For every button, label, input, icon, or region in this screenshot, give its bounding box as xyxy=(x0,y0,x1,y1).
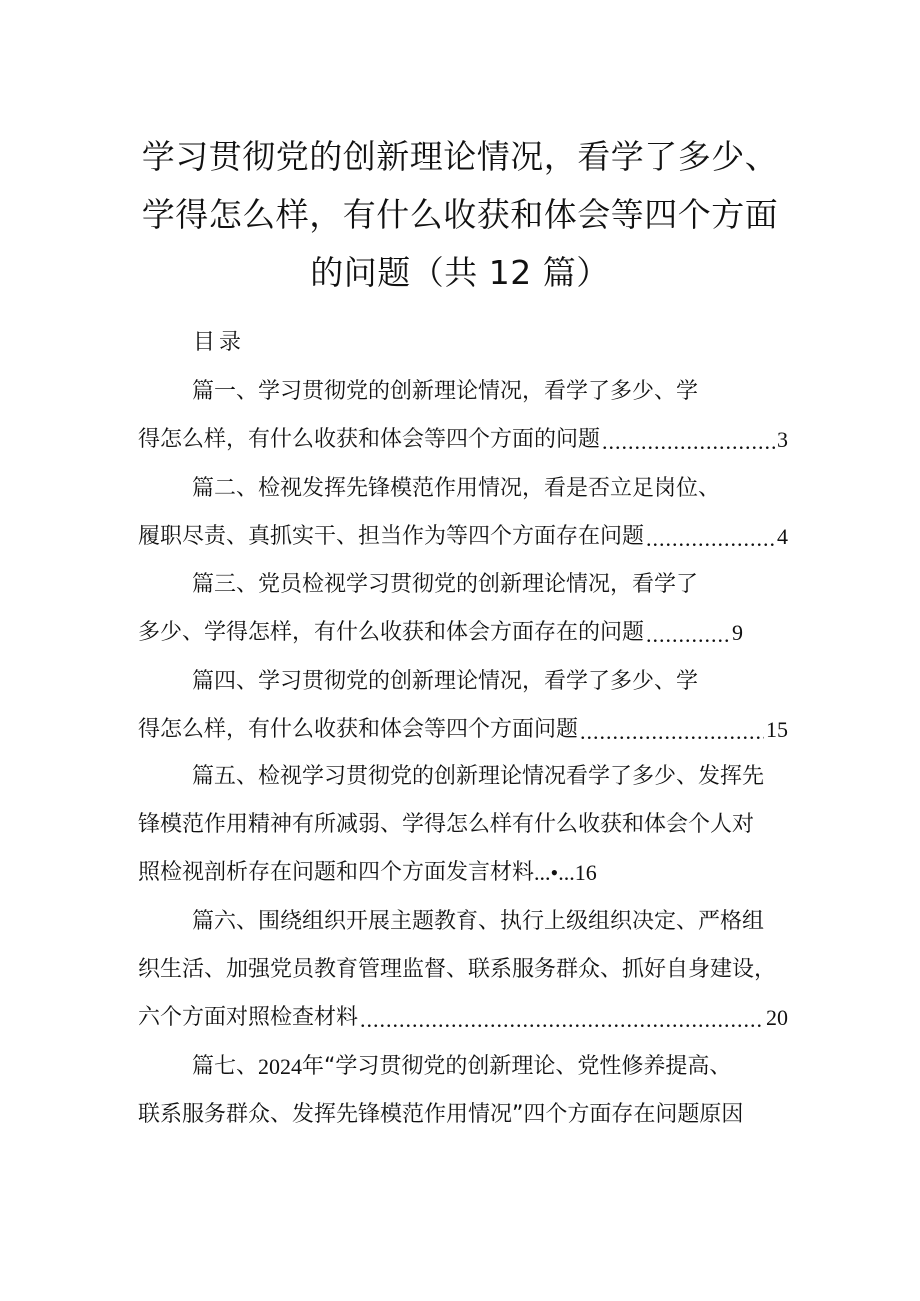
toc-page-number: 4 xyxy=(777,524,788,549)
toc-entry-7[interactable] xyxy=(138,1043,788,1139)
toc-entry-text: 篇三、党员检视学习贯彻党的创新理论情况，看学了 xyxy=(192,572,699,597)
toc-entry-text: 篇七、 xyxy=(192,1054,259,1079)
title-line-3: 的问题（共 12 篇） xyxy=(310,253,610,292)
title-line-1: 学习贯彻党的创新理论情况，看学了多少、 xyxy=(141,137,779,176)
document-title xyxy=(90,128,830,302)
toc-entry-text: 多少、学得怎样，有什么收获和体会方面存在的问题 xyxy=(138,620,645,645)
toc-entry-text: 篇六、围绕组织开展主题教育、执行上级组织决定、严格组 xyxy=(192,909,765,934)
toc-entry-text: 篇一、学习贯彻党的创新理论情况，看学了多少、学 xyxy=(192,379,699,404)
toc-entry-2[interactable] xyxy=(138,465,788,561)
toc-entry-1[interactable] xyxy=(138,368,788,464)
toc-page-number: ...•...16 xyxy=(534,860,597,885)
leader-dots xyxy=(580,708,764,756)
leader-dots xyxy=(360,996,764,1044)
toc-entry-year: 2024 xyxy=(258,1054,303,1079)
toc-entry-text: 篇四、学习贯彻党的创新理论情况，看学了多少、学 xyxy=(192,669,699,694)
leader-dots xyxy=(646,515,775,563)
toc-page-number: 15 xyxy=(766,717,788,742)
toc-heading: 目录 xyxy=(193,330,246,355)
toc-entry-text: 锋模范作用精神有所减弱、学得怎么样有什么收获和体会个人对 xyxy=(138,812,755,837)
toc-entry-3[interactable] xyxy=(138,561,788,657)
toc-entry-text: 得怎么样，有什么收获和体会等四个方面问题 xyxy=(138,717,579,742)
toc-entry-text: 照检视剖析存在问题和四个方面发言材料 xyxy=(138,860,535,885)
toc-entry-text: 得怎么样，有什么收获和体会等四个方面的问题 xyxy=(138,427,601,452)
toc-entry-text: 织生活、加强党员教育管理监督、联系服务群众、抓好自身建设， xyxy=(138,957,777,982)
toc-entry-4[interactable] xyxy=(138,658,788,754)
toc-entry-5[interactable] xyxy=(138,753,788,897)
toc-page-number: 20 xyxy=(766,1005,788,1030)
leader-dots xyxy=(602,418,775,466)
title-line-2: 学得怎么样，有什么收获和体会等四个方面 xyxy=(141,195,779,234)
toc-entry-text: 联系服务群众、发挥先锋模范作用情况”四个方面存在问题原因 xyxy=(138,1102,744,1127)
toc-entry-text: 六个方面对照检查材料 xyxy=(138,1005,359,1030)
toc-entry-text: 篇二、检视发挥先锋模范作用情况，看是否立足岗位、 xyxy=(192,476,721,501)
toc-entry-text: 篇五、检视学习贯彻党的创新理论情况看学了多少、发挥先 xyxy=(192,764,765,789)
toc-entry-text: 履职尽责、真抓实干、担当作为等四个方面存在问题 xyxy=(138,524,645,549)
toc-page-number: 9 xyxy=(732,620,743,645)
leader-dots xyxy=(646,611,730,659)
toc-page-number: 3 xyxy=(777,427,788,452)
toc-entry-6[interactable] xyxy=(138,898,788,1042)
toc-entry-text: 年“学习贯彻党的创新理论、党性修养提高、 xyxy=(302,1054,732,1079)
